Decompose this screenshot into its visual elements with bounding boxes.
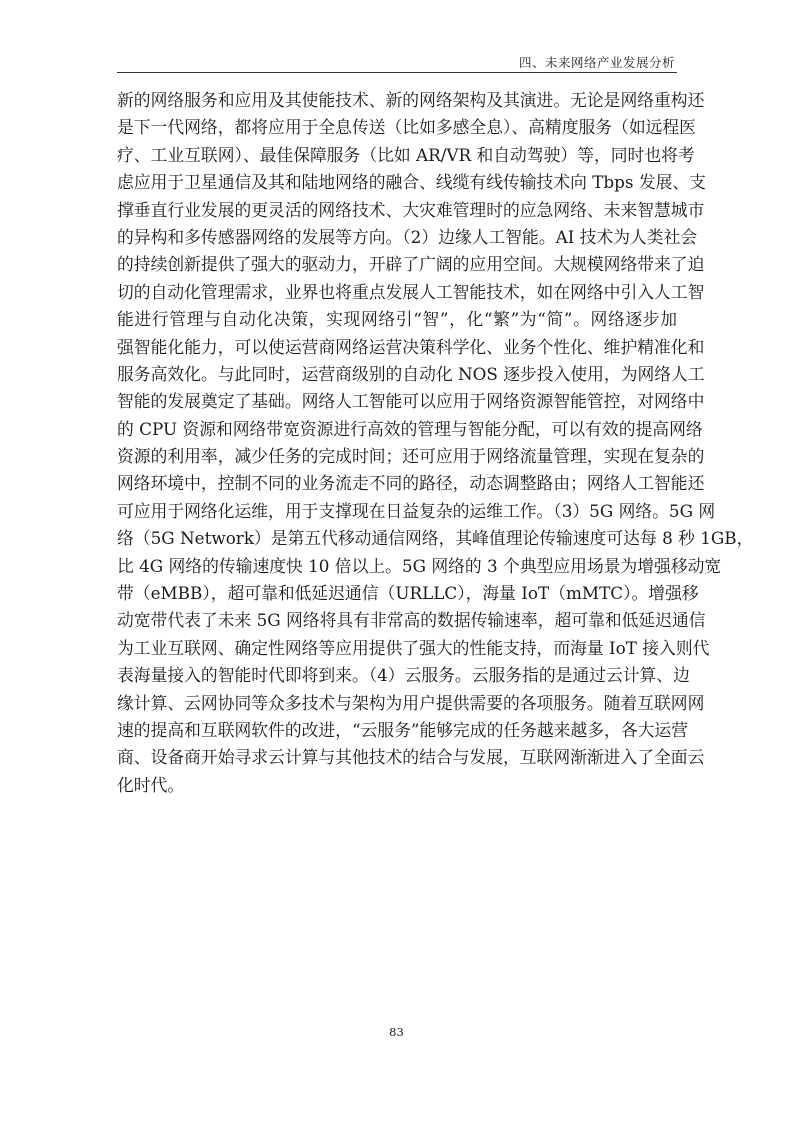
text-line: 智能的发展奠定了基础。网络人工智能可以应用于网络资源智能管控，对网络中 — [117, 391, 705, 412]
page-number: 83 — [389, 1025, 404, 1039]
text-line: 切的自动化管理需求，业界也将重点发展人工智能技术，如在网络中引入人工智 — [117, 281, 705, 302]
text-line: 缘计算、云网协同等众多技术与架构为用户提供需要的各项服务。随着互联网网 — [117, 692, 705, 713]
text-line: 网络环境中，控制不同的业务流走不同的路径，动态调整路由；网络人工智能还 — [117, 473, 705, 494]
text-line: 比 4G 网络的传输速度快 10 倍以上。5G 网络的 3 个典型应用场景为增强移动宽 — [117, 555, 722, 576]
running-header — [117, 50, 677, 73]
text-line: 络（5G Network）是第五代移动通信网络，其峰值理论传输速度可达每 8 秒 1GB， — [117, 528, 754, 549]
text-line: 的持续创新提供了强大的驱动力，开辟了广阔的应用空间。大规模网络带来了迫 — [117, 254, 705, 275]
text-line: 虑应用于卫星通信及其和陆地网络的融合、线缆有线传输技术向 Tbps 发展、支 — [117, 172, 706, 193]
header-title: 四、未来网络产业发展分析 — [518, 55, 675, 70]
text-line: 服务高效化。与此同时，运营商级别的自动化 NOS 逐步投入使用，为网络人工 — [117, 363, 705, 384]
text-line: 能进行管理与自动化决策，实现网络引“智”，化“繁”为“简”。网络逐步加 — [117, 309, 677, 330]
text-line: 新的网络服务和应用及其使能技术、新的网络架构及其演进。无论是网络重构还 — [117, 90, 705, 110]
text-line: 商、设备商开始寻求云计算与其他技术的结合与发展，互联网渐渐进入了全面云 — [117, 747, 705, 768]
text-line: 的异构和多传感器网络的发展等方向。（2）边缘人工智能。AI 技术为人类社会 — [117, 226, 698, 247]
text-line: 撑垂直行业发展的更灵活的网络技术、大灾难管理时的应急网络、未来智慧城市 — [117, 199, 705, 220]
text-line: 化时代。 — [117, 774, 185, 795]
text-line: 动宽带代表了未来 5G 网络将具有非常高的数据传输速率，超可靠和低延迟通信 — [117, 610, 706, 631]
text-line: 是下一代网络，都将应用于全息传送（比如多感全息）、高精度服务（如远程医 — [117, 117, 696, 138]
text-line: 表海量接入的智能时代即将到来。（4）云服务。云服务指的是通过云计算、边 — [117, 665, 690, 686]
text-line: 为工业互联网、确定性网络等应用提供了强大的性能支持，而海量 IoT 接入则代 — [117, 637, 710, 658]
text-line: 资源的利用率，减少任务的完成时间；还可应用于网络流量管理，实现在复杂的 — [117, 446, 705, 467]
body-paragraph — [117, 87, 754, 799]
text-line: 疗、工业互联网）、最佳保障服务（比如 AR/VR 和自动驾驶）等，同时也将考 — [117, 144, 695, 165]
text-line: 的 CPU 资源和网络带宽资源进行高效的管理与智能分配，可以有效的提高网络 — [117, 418, 703, 439]
text-line: 速的提高和互联网软件的改进，“云服务”能够完成的任务越来越多，各大运营 — [117, 719, 688, 740]
text-line: 强智能化能力，可以使运营商网络运营决策科学化、业务个性化、维护精准化和 — [117, 336, 705, 357]
text-line: 可应用于网络化运维，用于支撑现在日益复杂的运维工作。（3）5G 网络。5G 网 — [117, 500, 716, 521]
text-line: 带（eMBB），超可靠和低延迟通信（URLLC），海量 IoT（mMTC）。增强移 — [117, 583, 699, 604]
